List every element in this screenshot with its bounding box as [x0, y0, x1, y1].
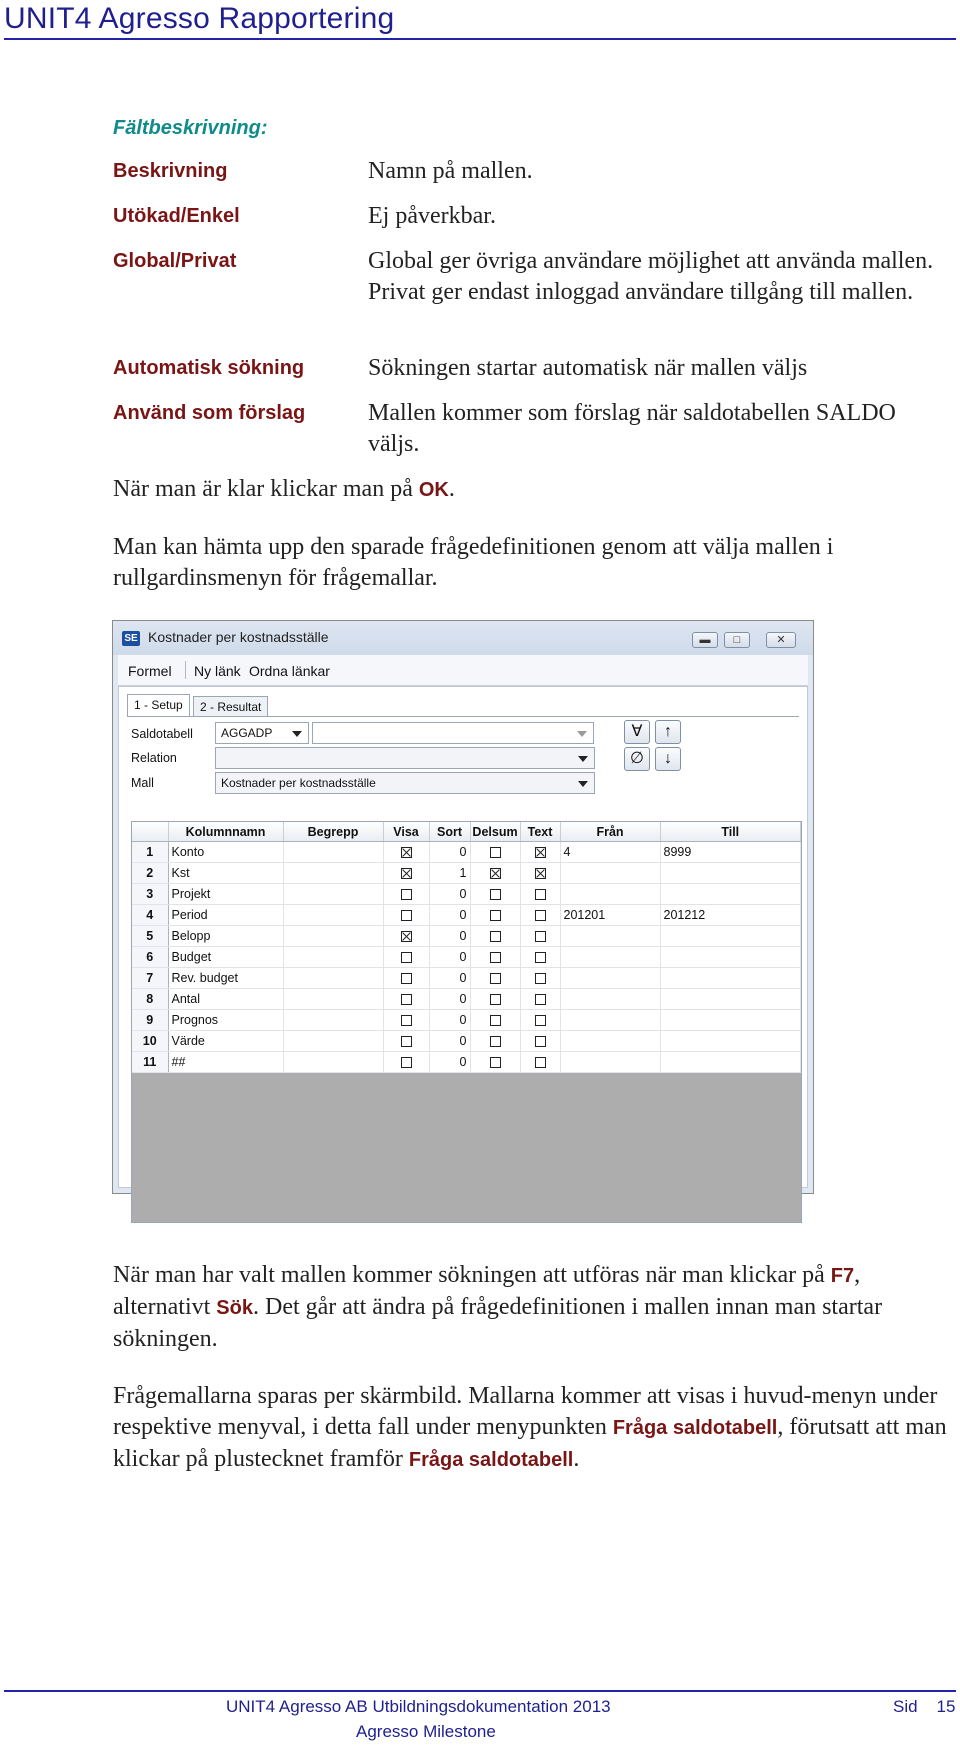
paragraph-templates-saved — [113, 1381, 953, 1476]
cell-fran[interactable] — [560, 884, 660, 905]
mall-label: Mall — [131, 776, 154, 790]
grid-header-row — [132, 822, 801, 842]
checkbox[interactable] — [401, 973, 412, 984]
cell-text[interactable] — [520, 926, 560, 947]
menu-separator — [185, 661, 186, 679]
cell-begrepp[interactable] — [283, 926, 383, 947]
select-none-button[interactable]: ∅ — [624, 747, 650, 771]
cell-delsum[interactable] — [470, 968, 520, 989]
cell-begrepp[interactable] — [283, 905, 383, 926]
relation-select[interactable] — [215, 747, 595, 769]
grid-header-cell[interactable]: Kolumnnamn — [168, 822, 283, 842]
ok-instruction-end: . — [448, 476, 455, 502]
ok-keyword: OK — [418, 479, 449, 501]
checkbox[interactable] — [490, 952, 501, 963]
cell-kolumnnamn[interactable]: Belopp — [168, 926, 283, 947]
cell-till[interactable] — [660, 1031, 801, 1052]
cell-delsum[interactable] — [470, 1031, 520, 1052]
minimize-icon[interactable]: ▬ — [692, 632, 718, 648]
menu-ordna-lankar[interactable]: Ordna länkar — [249, 663, 330, 679]
field-desc-automatisk: Sökningen startar automatisk när mallen väljs — [368, 355, 808, 381]
cell-fran[interactable]: 201201 — [560, 905, 660, 926]
cell-text[interactable] — [520, 884, 560, 905]
cell-kolumnnamn[interactable]: Kst — [168, 863, 283, 884]
menu-formel[interactable]: Formel — [128, 663, 172, 679]
saldotabell-secondary-select[interactable] — [312, 722, 594, 744]
f7-keyword: F7 — [830, 1265, 855, 1287]
ok-instruction — [113, 474, 953, 506]
row-number: 5 — [132, 926, 168, 947]
cell-kolumnnamn[interactable]: Period — [168, 905, 283, 926]
row-number: 11 — [132, 1052, 168, 1073]
checkbox[interactable] — [401, 1057, 412, 1068]
chevron-down-icon — [292, 731, 302, 737]
column-table — [132, 822, 801, 1073]
cell-text[interactable] — [520, 905, 560, 926]
checkbox[interactable] — [535, 847, 546, 858]
cell-visa[interactable] — [383, 926, 429, 947]
select-all-button[interactable]: ∀ — [624, 720, 650, 744]
grid-body — [132, 842, 801, 1073]
table-row[interactable] — [132, 1031, 801, 1052]
checkbox[interactable] — [490, 847, 501, 858]
cell-begrepp[interactable] — [283, 842, 383, 863]
checkbox[interactable] — [401, 889, 412, 900]
row-number: 8 — [132, 989, 168, 1010]
table-row[interactable] — [132, 947, 801, 968]
cell-kolumnnamn[interactable]: Antal — [168, 989, 283, 1010]
field-label-utokad: Utökad/Enkel — [113, 205, 240, 227]
cell-sort[interactable]: 1 — [429, 863, 470, 884]
cell-sort[interactable]: 0 — [429, 884, 470, 905]
cell-visa[interactable] — [383, 905, 429, 926]
field-desc-utokad: Ej påverkbar. — [368, 203, 496, 229]
cell-text[interactable] — [520, 1052, 560, 1073]
cell-delsum[interactable] — [470, 905, 520, 926]
execute-text-c: . Det går att ändra på frågedefinitionen i mallen innan man startar sökningen. — [113, 1294, 883, 1352]
menu-ny-lank[interactable]: Ny länk — [194, 663, 241, 679]
saldotabell-select[interactable] — [215, 722, 309, 744]
field-desc-beskrivning: Namn på mallen. — [368, 158, 533, 184]
cell-fran[interactable]: 4 — [560, 842, 660, 863]
footer-page — [893, 1697, 955, 1717]
checkbox[interactable] — [490, 931, 501, 942]
checkbox[interactable] — [490, 889, 501, 900]
grid-header-cell[interactable]: Sort — [429, 822, 470, 842]
cell-kolumnnamn[interactable]: Budget — [168, 947, 283, 968]
cell-till[interactable] — [660, 863, 801, 884]
checkbox[interactable] — [490, 910, 501, 921]
checkbox[interactable] — [401, 1015, 412, 1026]
cell-text[interactable] — [520, 947, 560, 968]
checkbox[interactable] — [490, 973, 501, 984]
cell-delsum[interactable] — [470, 926, 520, 947]
cell-sort[interactable]: 0 — [429, 842, 470, 863]
cell-visa[interactable] — [383, 842, 429, 863]
tab-resultat[interactable]: 2 - Resultat — [193, 696, 268, 716]
cell-sort[interactable]: 0 — [429, 926, 470, 947]
sok-keyword: Sök — [216, 1297, 253, 1319]
move-down-button[interactable]: ↓ — [655, 747, 681, 771]
window-titlebar — [113, 621, 813, 655]
cell-fran[interactable] — [560, 968, 660, 989]
field-desc-global: Global ger övriga användare möjlighet att använda mallen. Privat ger endast inloggad användare tillgång till mallen. — [368, 248, 934, 305]
cell-visa[interactable] — [383, 968, 429, 989]
cell-kolumnnamn[interactable]: Konto — [168, 842, 283, 863]
table-row[interactable] — [132, 842, 801, 863]
cell-sort[interactable]: 0 — [429, 1010, 470, 1031]
grid-header-cell[interactable]: Begrepp — [283, 822, 383, 842]
cell-fran[interactable] — [560, 989, 660, 1010]
grid-header-cell[interactable]: Visa — [383, 822, 429, 842]
checkbox[interactable] — [401, 952, 412, 963]
grid-header-cell[interactable]: Text — [520, 822, 560, 842]
paragraph-execute — [113, 1260, 953, 1355]
footer-center: UNIT4 Agresso AB Utbildningsdokumentation 2013 — [226, 1697, 611, 1716]
checkbox[interactable] — [535, 952, 546, 963]
fraga-saldotabell-keyword-2: Fråga saldotabell — [408, 1449, 574, 1471]
chevron-down-icon — [577, 731, 587, 737]
cell-begrepp[interactable] — [283, 1052, 383, 1073]
table-row[interactable] — [132, 1010, 801, 1031]
table-row[interactable] — [132, 968, 801, 989]
window-title: Kostnader per kostnadsställe — [148, 629, 329, 645]
cell-till[interactable] — [660, 968, 801, 989]
cell-delsum[interactable] — [470, 1010, 520, 1031]
cell-kolumnnamn[interactable]: ## — [168, 1052, 283, 1073]
cell-kolumnnamn[interactable]: Värde — [168, 1031, 283, 1052]
checkbox[interactable] — [401, 931, 412, 942]
cell-fran[interactable] — [560, 1031, 660, 1052]
table-row[interactable] — [132, 863, 801, 884]
cell-visa[interactable] — [383, 1052, 429, 1073]
checkbox[interactable] — [401, 994, 412, 1005]
field-desc-forslag: Mallen kommer som förslag när saldotabellen SALDO väljs. — [368, 400, 896, 457]
footer-sub: Agresso Milestone — [356, 1722, 496, 1741]
checkbox[interactable] — [535, 994, 546, 1005]
saldotabell-value: AGGADP — [221, 726, 273, 740]
paragraph-template-intro: Man kan hämta upp den sparade frågedefinitionen genom att välja mallen i rullgardinsmenyn för frågemallar. — [113, 534, 834, 591]
cell-till[interactable] — [660, 989, 801, 1010]
maximize-icon[interactable]: □ — [724, 632, 750, 648]
cell-begrepp[interactable] — [283, 863, 383, 884]
cell-text[interactable] — [520, 1010, 560, 1031]
cell-sort[interactable]: 0 — [429, 1052, 470, 1073]
cell-till[interactable] — [660, 947, 801, 968]
chevron-down-icon — [578, 781, 588, 787]
window-menubar — [118, 655, 808, 686]
page-header-title: UNIT4 Agresso Rapportering — [4, 2, 395, 35]
checkbox[interactable] — [490, 994, 501, 1005]
cell-visa[interactable] — [383, 989, 429, 1010]
cell-till[interactable]: 8999 — [660, 842, 801, 863]
column-grid — [131, 821, 802, 1223]
cell-text[interactable] — [520, 863, 560, 884]
cell-fran[interactable] — [560, 1052, 660, 1073]
page-label: Sid — [893, 1697, 918, 1716]
row-number: 2 — [132, 863, 168, 884]
fraga-saldotabell-keyword: Fråga saldotabell — [612, 1417, 778, 1439]
app-logo-icon: SE — [122, 631, 140, 646]
checkbox[interactable] — [401, 1036, 412, 1047]
cell-kolumnnamn[interactable]: Projekt — [168, 884, 283, 905]
grid-header-cell[interactable]: Delsum — [470, 822, 520, 842]
cell-visa[interactable] — [383, 863, 429, 884]
cell-text[interactable] — [520, 968, 560, 989]
cell-begrepp[interactable] — [283, 884, 383, 905]
cell-sort[interactable]: 0 — [429, 989, 470, 1010]
tab-setup[interactable]: 1 - Setup — [127, 694, 190, 716]
cell-begrepp[interactable] — [283, 947, 383, 968]
cell-visa[interactable] — [383, 1010, 429, 1031]
chevron-down-icon — [578, 756, 588, 762]
checkbox[interactable] — [535, 931, 546, 942]
mall-value: Kostnader per kostnadsställe — [221, 776, 376, 790]
cell-kolumnnamn[interactable]: Prognos — [168, 1010, 283, 1031]
cell-delsum[interactable] — [470, 863, 520, 884]
mall-select[interactable] — [215, 772, 595, 794]
cell-delsum[interactable] — [470, 989, 520, 1010]
cell-visa[interactable] — [383, 1031, 429, 1052]
table-row[interactable] — [132, 926, 801, 947]
checkbox[interactable] — [490, 1036, 501, 1047]
cell-text[interactable] — [520, 989, 560, 1010]
cell-visa[interactable] — [383, 947, 429, 968]
field-label-automatisk: Automatisk sökning — [113, 357, 305, 379]
relation-label: Relation — [131, 751, 177, 765]
cell-visa[interactable] — [383, 884, 429, 905]
cell-fran[interactable] — [560, 863, 660, 884]
grid-header-cell[interactable]: Till — [660, 822, 801, 842]
cell-fran[interactable] — [560, 1010, 660, 1031]
checkbox[interactable] — [401, 847, 412, 858]
cell-till[interactable] — [660, 1052, 801, 1073]
cell-delsum[interactable] — [470, 1052, 520, 1073]
cell-till[interactable]: 201212 — [660, 905, 801, 926]
checkbox[interactable] — [490, 1057, 501, 1068]
checkbox[interactable] — [535, 889, 546, 900]
cell-fran[interactable] — [560, 947, 660, 968]
cell-begrepp[interactable] — [283, 968, 383, 989]
cell-till[interactable] — [660, 1010, 801, 1031]
window-body — [118, 686, 808, 1188]
field-label-global: Global/Privat — [113, 250, 237, 272]
grid-header-cell[interactable]: Från — [560, 822, 660, 842]
tab-divider — [127, 716, 799, 717]
cell-sort[interactable]: 0 — [429, 968, 470, 989]
cell-till[interactable] — [660, 884, 801, 905]
footer-rule — [4, 1690, 956, 1692]
checkbox[interactable] — [490, 868, 501, 879]
cell-sort[interactable]: 0 — [429, 1031, 470, 1052]
table-row[interactable] — [132, 989, 801, 1010]
cell-begrepp[interactable] — [283, 1010, 383, 1031]
table-row[interactable] — [132, 905, 801, 926]
header-rule — [4, 38, 956, 40]
page-number: 15 — [936, 1697, 956, 1716]
saved-text-c: . — [573, 1446, 580, 1472]
cell-delsum[interactable] — [470, 947, 520, 968]
checkbox[interactable] — [535, 973, 546, 984]
cell-text[interactable] — [520, 842, 560, 863]
ok-instruction-text: När man är klar klickar man på — [113, 476, 413, 502]
cell-delsum[interactable] — [470, 884, 520, 905]
close-icon[interactable]: ✕ — [766, 632, 796, 648]
cell-sort[interactable]: 0 — [429, 947, 470, 968]
move-up-button[interactable]: ↑ — [655, 720, 681, 744]
checkbox[interactable] — [401, 910, 412, 921]
checkbox[interactable] — [535, 1036, 546, 1047]
row-number: 3 — [132, 884, 168, 905]
cell-begrepp[interactable] — [283, 989, 383, 1010]
checkbox[interactable] — [490, 1015, 501, 1026]
checkbox[interactable] — [535, 868, 546, 879]
section-heading: Fältbeskrivning: — [113, 117, 268, 139]
saved-text-b: , förutsatt att man klickar på plustecknet framför — [113, 1414, 947, 1472]
row-number: 6 — [132, 947, 168, 968]
grid-header-cell — [132, 822, 168, 842]
cell-delsum[interactable] — [470, 842, 520, 863]
row-number: 10 — [132, 1031, 168, 1052]
table-row[interactable] — [132, 1052, 801, 1073]
row-number: 4 — [132, 905, 168, 926]
execute-text-a: När man har valt mallen kommer sökningen att utföras när man klickar på — [113, 1262, 825, 1288]
cell-sort[interactable]: 0 — [429, 905, 470, 926]
cell-text[interactable] — [520, 1031, 560, 1052]
cell-kolumnnamn[interactable]: Rev. budget — [168, 968, 283, 989]
field-label-beskrivning: Beskrivning — [113, 160, 228, 182]
checkbox[interactable] — [535, 1015, 546, 1026]
table-row[interactable] — [132, 884, 801, 905]
execute-text-b: , alternativt — [113, 1262, 861, 1320]
row-number: 1 — [132, 842, 168, 863]
row-number: 9 — [132, 1010, 168, 1031]
saved-text-a: Frågemallarna sparas per skärmbild. Mallarna kommer att visas i huvud-menyn under respektive menyval, i detta fall under menypunkten — [113, 1383, 938, 1440]
field-label-forslag: Använd som förslag — [113, 402, 306, 424]
checkbox[interactable] — [535, 1057, 546, 1068]
cell-begrepp[interactable] — [283, 1031, 383, 1052]
checkbox[interactable] — [535, 910, 546, 921]
saldotabell-label: Saldotabell — [131, 727, 193, 741]
checkbox[interactable] — [401, 868, 412, 879]
row-number: 7 — [132, 968, 168, 989]
query-window — [112, 620, 814, 1194]
cell-fran[interactable] — [560, 926, 660, 947]
cell-till[interactable] — [660, 926, 801, 947]
